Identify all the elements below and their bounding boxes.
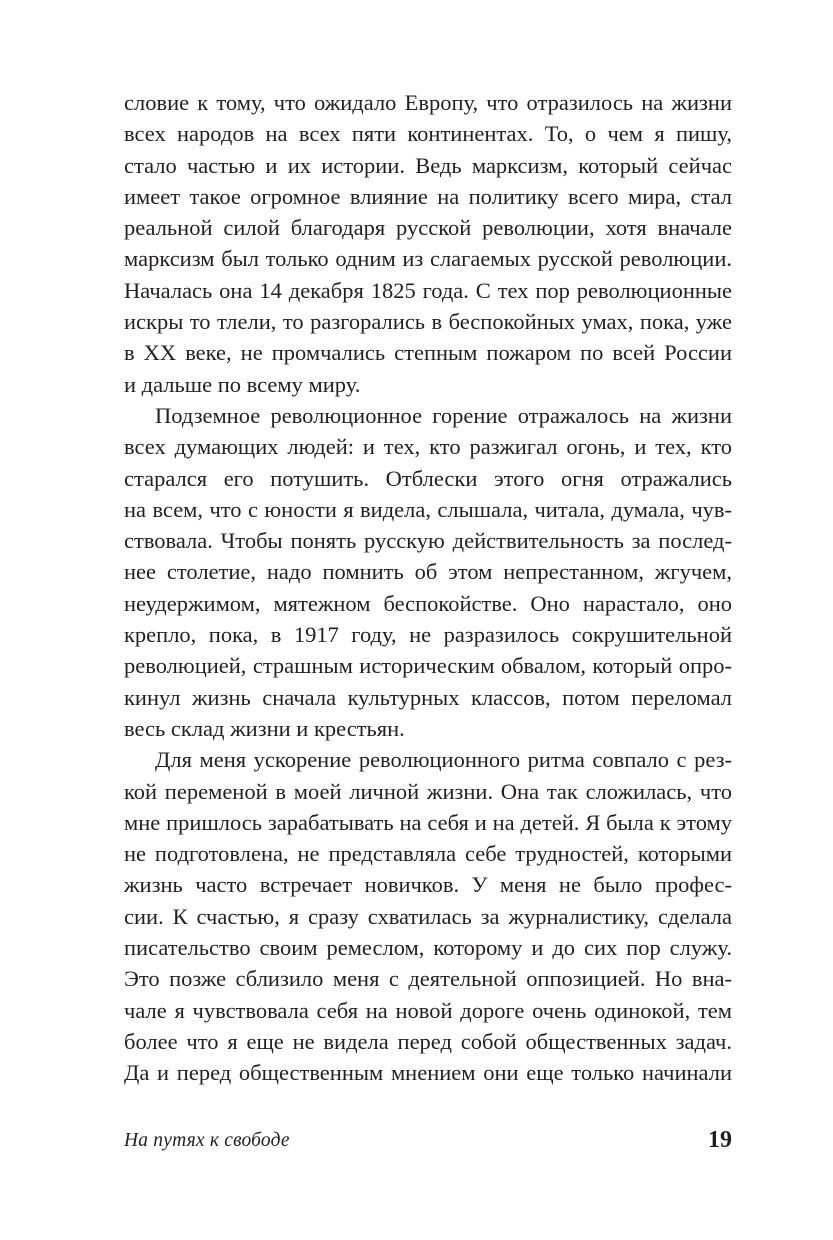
text-line: Да и перед общественным мнением они еще только начинали <box>124 1060 732 1086</box>
running-title: На путях к свободе <box>124 1130 290 1151</box>
paragraph <box>124 87 732 400</box>
text-line: всех думающих людей: и тех, кто разжигал огонь, и тех, кто <box>124 434 732 460</box>
text-line: марксизм был только одним из слагаемых русской революции. <box>124 246 732 272</box>
text-line: на всем, что с юности я видела, слышала, читала, думала, чув- <box>124 496 732 522</box>
text-line: неудержимом, мятежном беспокойстве. Оно нарастало, оно <box>124 590 732 616</box>
text-line: старался его потушить. Отблески этого огня отражались <box>124 465 732 491</box>
text-line: реальной силой благодаря русской революции, хотя вначале <box>124 215 732 241</box>
text-line: весь склад жизни и крестьян. <box>124 715 405 741</box>
text-line: более что я еще не видела перед собой общественных задач. <box>124 1028 732 1054</box>
text-line: Началась она 14 декабря 1825 года. С тех пор революционные <box>124 277 732 303</box>
text-line: не подготовлена, не представляла себе трудностей, которыми <box>124 841 732 867</box>
text-line: всех народов на всех пяти континентах. То, о чем я пишу, <box>124 121 732 147</box>
text-line: революцией, страшным историческим обвалом, который опро- <box>124 653 732 679</box>
text-line: и дальше по всему миру. <box>124 371 361 397</box>
text-line: кой переменой в моей личной жизни. Она так сложилась, что <box>124 778 732 804</box>
text-line: жизнь часто встречает новичков. У меня не было профес- <box>124 872 732 898</box>
text-line: писательство своим ремеслом, которому и до сих пор служу. <box>124 935 732 961</box>
text-line: стало частью и их истории. Ведь марксизм, который сейчас <box>124 152 732 178</box>
text-line: Подземное революционное горение отражалось на жизни <box>155 402 732 428</box>
page-number: 19 <box>708 1127 732 1153</box>
text-line: словие к тому, что ожидало Европу, что отразилось на жизни <box>124 90 732 115</box>
text-line: Это позже сблизило меня с деятельной оппозицией. Но вна- <box>124 966 732 992</box>
page-footer <box>124 1127 732 1160</box>
text-line: в XX веке, не промчались степным пожаром по всей России <box>124 340 732 366</box>
text-line: имеет такое огромное влияние на политику всего мира, стал <box>124 183 732 209</box>
text-line: сии. К счастью, я сразу схватилась за журналистику, сделала <box>124 903 732 929</box>
text-line: крепло, пока, в 1917 году, не разразилось сокрушительной <box>124 622 732 648</box>
text-line: ствовала. Чтобы понять русскую действительность за послед- <box>124 528 732 554</box>
text-line: искры то тлели, то разгорались в беспокойных умах, пока, уже <box>124 309 732 335</box>
text-line: мне пришлось зарабатывать на себя и на детей. Я была к этому <box>124 809 732 835</box>
text-line: Для меня ускорение революционного ритма совпало с рез- <box>155 747 732 773</box>
text-line: нее столетие, надо помнить об этом непрестанном, жгучем, <box>124 559 732 585</box>
text-line: чале я чувствовала себя на новой дороге очень одинокой, тем <box>124 997 732 1023</box>
text-line: кинул жизнь сначала культурных классов, потом переломал <box>124 684 732 710</box>
body-text <box>124 87 732 1089</box>
paragraph <box>124 400 732 744</box>
paragraph <box>124 744 732 1088</box>
